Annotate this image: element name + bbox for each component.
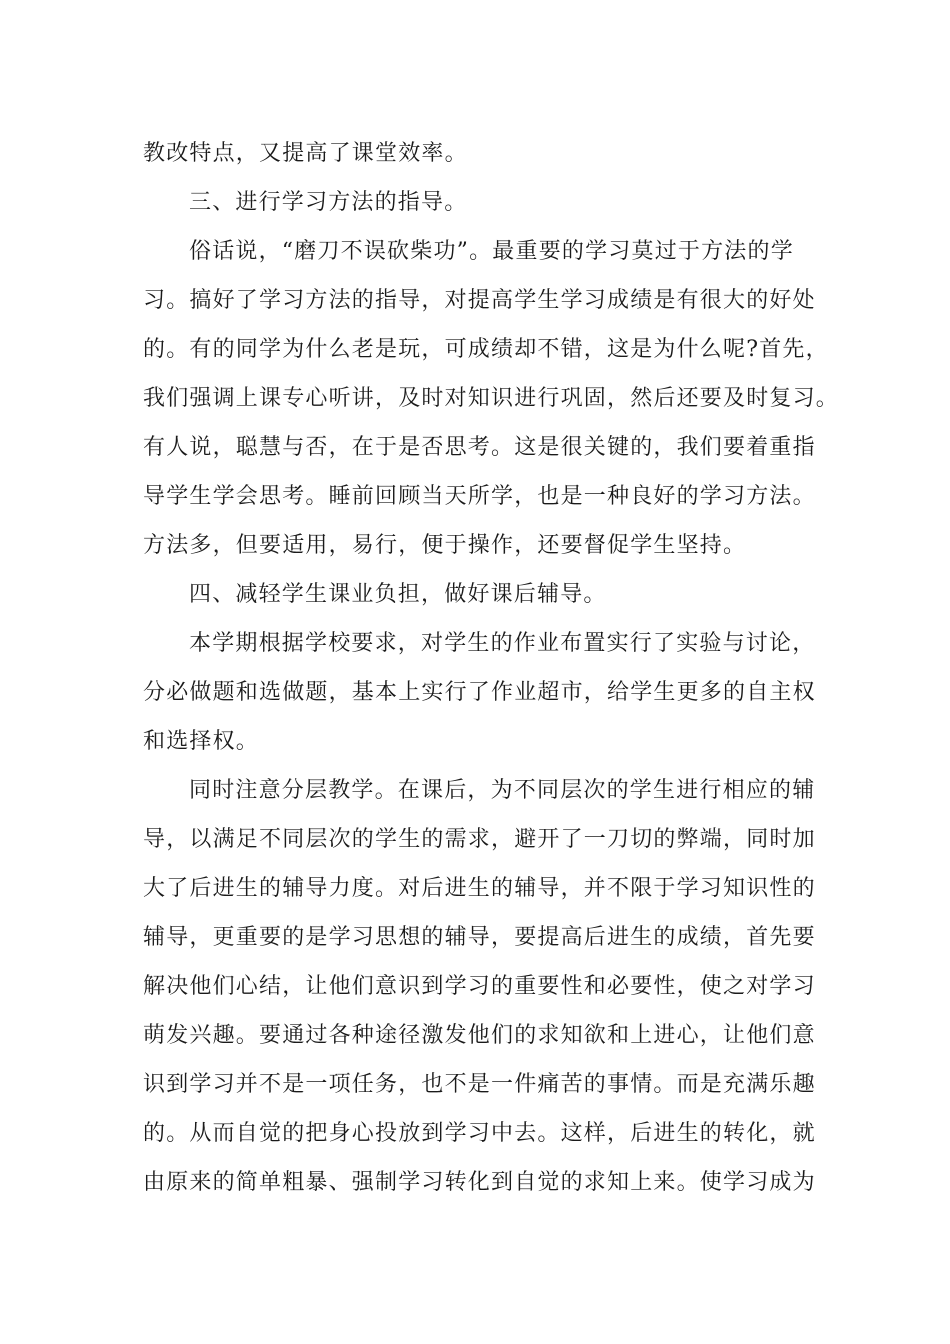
text-line: 方法多，但要适用，易行，便于操作，还要督促学生坚持。 (143, 533, 747, 558)
text-line: 有人说，聪慧与否，在于是否思考。这是很关键的，我们要着重指 (143, 435, 816, 460)
text-line: 由原来的简单粗暴、强制学习转化到自觉的求知上来。使学习成为 (143, 1170, 816, 1195)
text-line: 识到学习并不是一项任务，也不是一件痛苦的事情。而是充满乐趣 (143, 1072, 816, 1097)
paragraph-first-line: 同时注意分层教学。在课后，为不同层次的学生进行相应的辅 (189, 778, 816, 803)
paragraph-first-line: 三、进行学习方法的指导。 (189, 190, 468, 215)
text-line: 教改特点，又提高了课堂效率。 (143, 141, 468, 166)
document-body (143, 129, 840, 1207)
paragraph-first-line: 俗话说，“磨刀不误砍柴功”。最重要的学习莫过于方法的学 (189, 239, 794, 264)
text-line: 辅导，更重要的是学习思想的辅导，要提高后进生的成绩，首先要 (143, 925, 816, 950)
text-line: 萌发兴趣。要通过各种途径激发他们的求知欲和上进心，让他们意 (143, 1023, 816, 1048)
paragraph-first-line: 四、减轻学生课业负担，做好课后辅导。 (189, 582, 607, 607)
text-line: 分必做题和选做题，基本上实行了作业超市，给学生更多的自主权 (143, 680, 816, 705)
text-line: 我们强调上课专心听讲，及时对知识进行巩固，然后还要及时复习。 (143, 386, 840, 411)
text-line: 导，以满足不同层次的学生的需求，避开了一刀切的弊端，同时加 (143, 827, 816, 852)
text-line: 习。搞好了学习方法的指导，对提高学生学习成绩是有很大的好处 (143, 288, 816, 313)
text-line: 大了后进生的辅导力度。对后进生的辅导，并不限于学习知识性的 (143, 876, 816, 901)
text-line: 导学生学会思考。睡前回顾当天所学，也是一种良好的学习方法。 (143, 484, 816, 509)
text-line: 的。有的同学为什么老是玩，可成绩却不错，这是为什么呢?首先， (143, 337, 829, 362)
paragraph-first-line: 本学期根据学校要求，对学生的作业布置实行了实验与讨论， (189, 631, 816, 656)
text-line: 的。从而自觉的把身心投放到学习中去。这样，后进生的转化，就 (143, 1121, 816, 1146)
text-line: 和选择权。 (143, 729, 260, 754)
text-line: 解决他们心结，让他们意识到学习的重要性和必要性，使之对学习 (143, 974, 816, 999)
